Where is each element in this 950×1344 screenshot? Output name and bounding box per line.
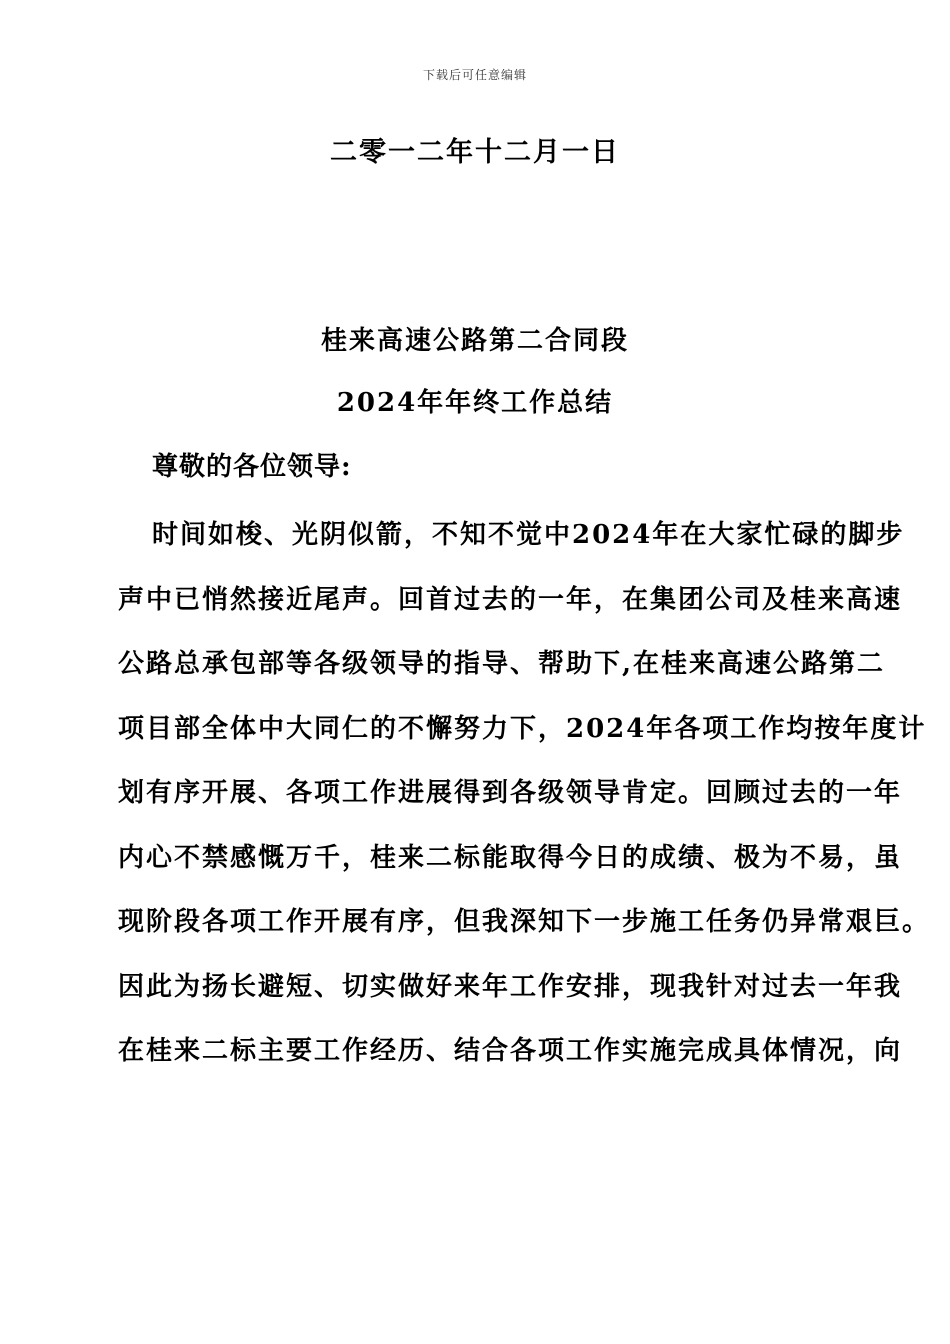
body-line: 项目部全体中大同仁的不懈努力下，2024年各项工作均按年度计 — [118, 713, 927, 744]
document-title-line-2: 2024年年终工作总结 — [336, 388, 614, 418]
body-line: 声中已悄然接近尾声。回首过去的一年，在集团公司及桂来高速 — [118, 584, 903, 615]
body-line: 现阶段各项工作开展有序，但我深知下一步施工任务仍异常艰巨。 — [118, 907, 931, 937]
body-line: 时间如梭、光阴似箭，不知不觉中2024年在大家忙碌的脚步 — [152, 520, 905, 550]
body-line: 公路总承包部等各级领导的指导、帮助下,在桂来高速公路第二 — [118, 649, 886, 679]
salutation: 尊敬的各位领导: — [152, 452, 352, 482]
body-line: 划有序开展、各项工作进展得到各级领导肯定。回顾过去的一年 — [118, 778, 903, 808]
body-paragraph — [118, 503, 931, 1084]
document-title-line-1: 桂来高速公路第二合同段 — [320, 326, 629, 356]
body-line: 在桂来二标主要工作经历、结合各项工作实施完成具体情况，向 — [118, 1036, 903, 1066]
body-line: 因此为扬长避短、切实做好来年工作安排，现我针对过去一年我 — [118, 971, 903, 1002]
body-line: 内心不禁感慨万千，桂来二标能取得今日的成绩、极为不易，虽 — [118, 842, 903, 873]
header-note: 下载后可任意编辑 — [422, 68, 527, 82]
document-date: 二零一二年十二月一日 — [330, 137, 620, 168]
